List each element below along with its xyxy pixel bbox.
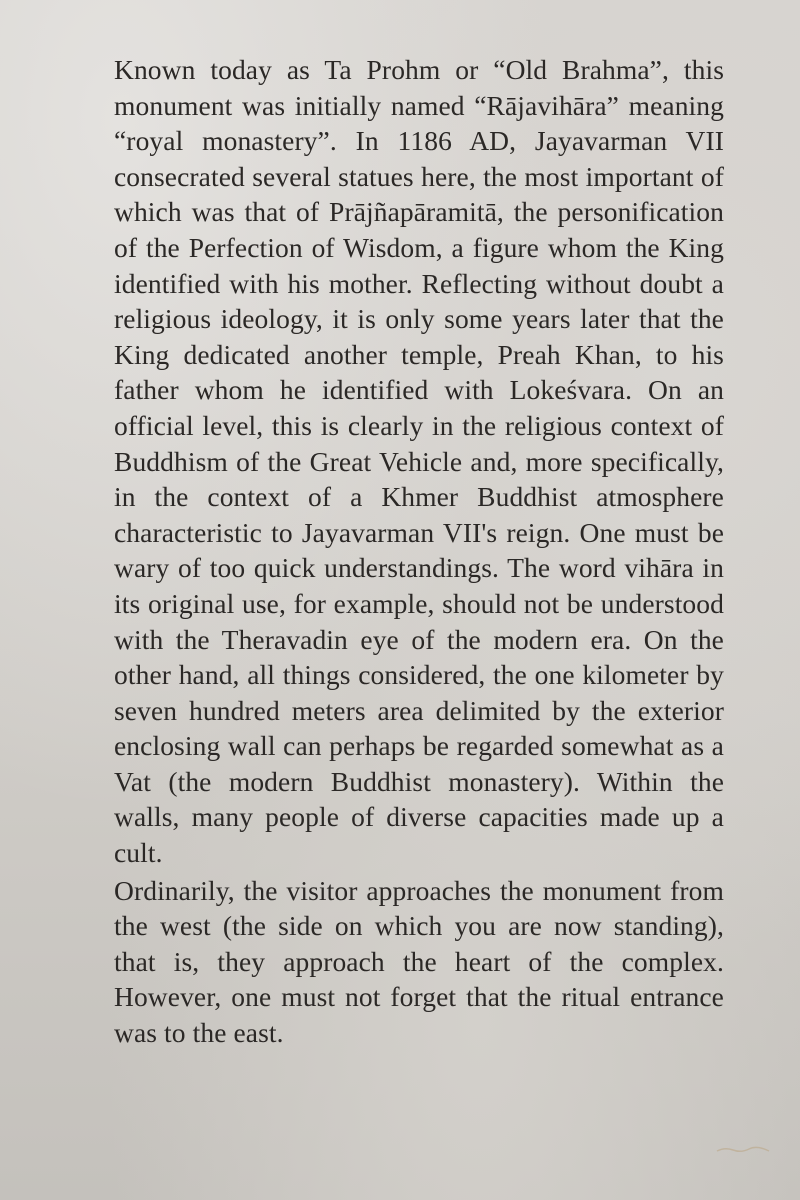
sign-text <box>114 52 724 1051</box>
paragraph-visitor-approach: Ordinarily, the visitor approaches the monument from the west (the side on which you are now standing), that is, they approach the heart of the complex. However, one must not forget that the ritual entrance was to the east. <box>114 874 724 1049</box>
corner-smudge <box>715 1142 771 1156</box>
paragraph-history: Known today as Ta Prohm or “Old Brahma”, this monument was initially named “Rājavihāra” meaning “royal monastery”. In 1186 AD, Jayavarman VII consecrated several statues here, the most important of which was that of Prājñapāramitā, the personification of the Perfection of Wisdom, a figure whom the King identified with his mother. Reflecting without doubt a religious ideology, it is only some years later that the King dedicated another temple, Preah Khan, to his father whom he identified with Lokeśvara. On an official level, this is clearly in the religious context of Buddhism of the Great Vehicle and, more specifically, in the context of a Khmer Buddhist atmosphere characteristic to Jayavarman VII's reign. One must be wary of too quick understandings. The word vihāra in its original use, for example, should not be understood with the Theravadin eye of the modern era. On the other hand, all things considered, the one kilometer by seven hundred meters area delimited by the exterior enclosing wall can perhaps be regarded somewhat as a Vat (the modern Buddhist monastery). Within the walls, many people of diverse capacities made up a cult. <box>114 54 724 869</box>
